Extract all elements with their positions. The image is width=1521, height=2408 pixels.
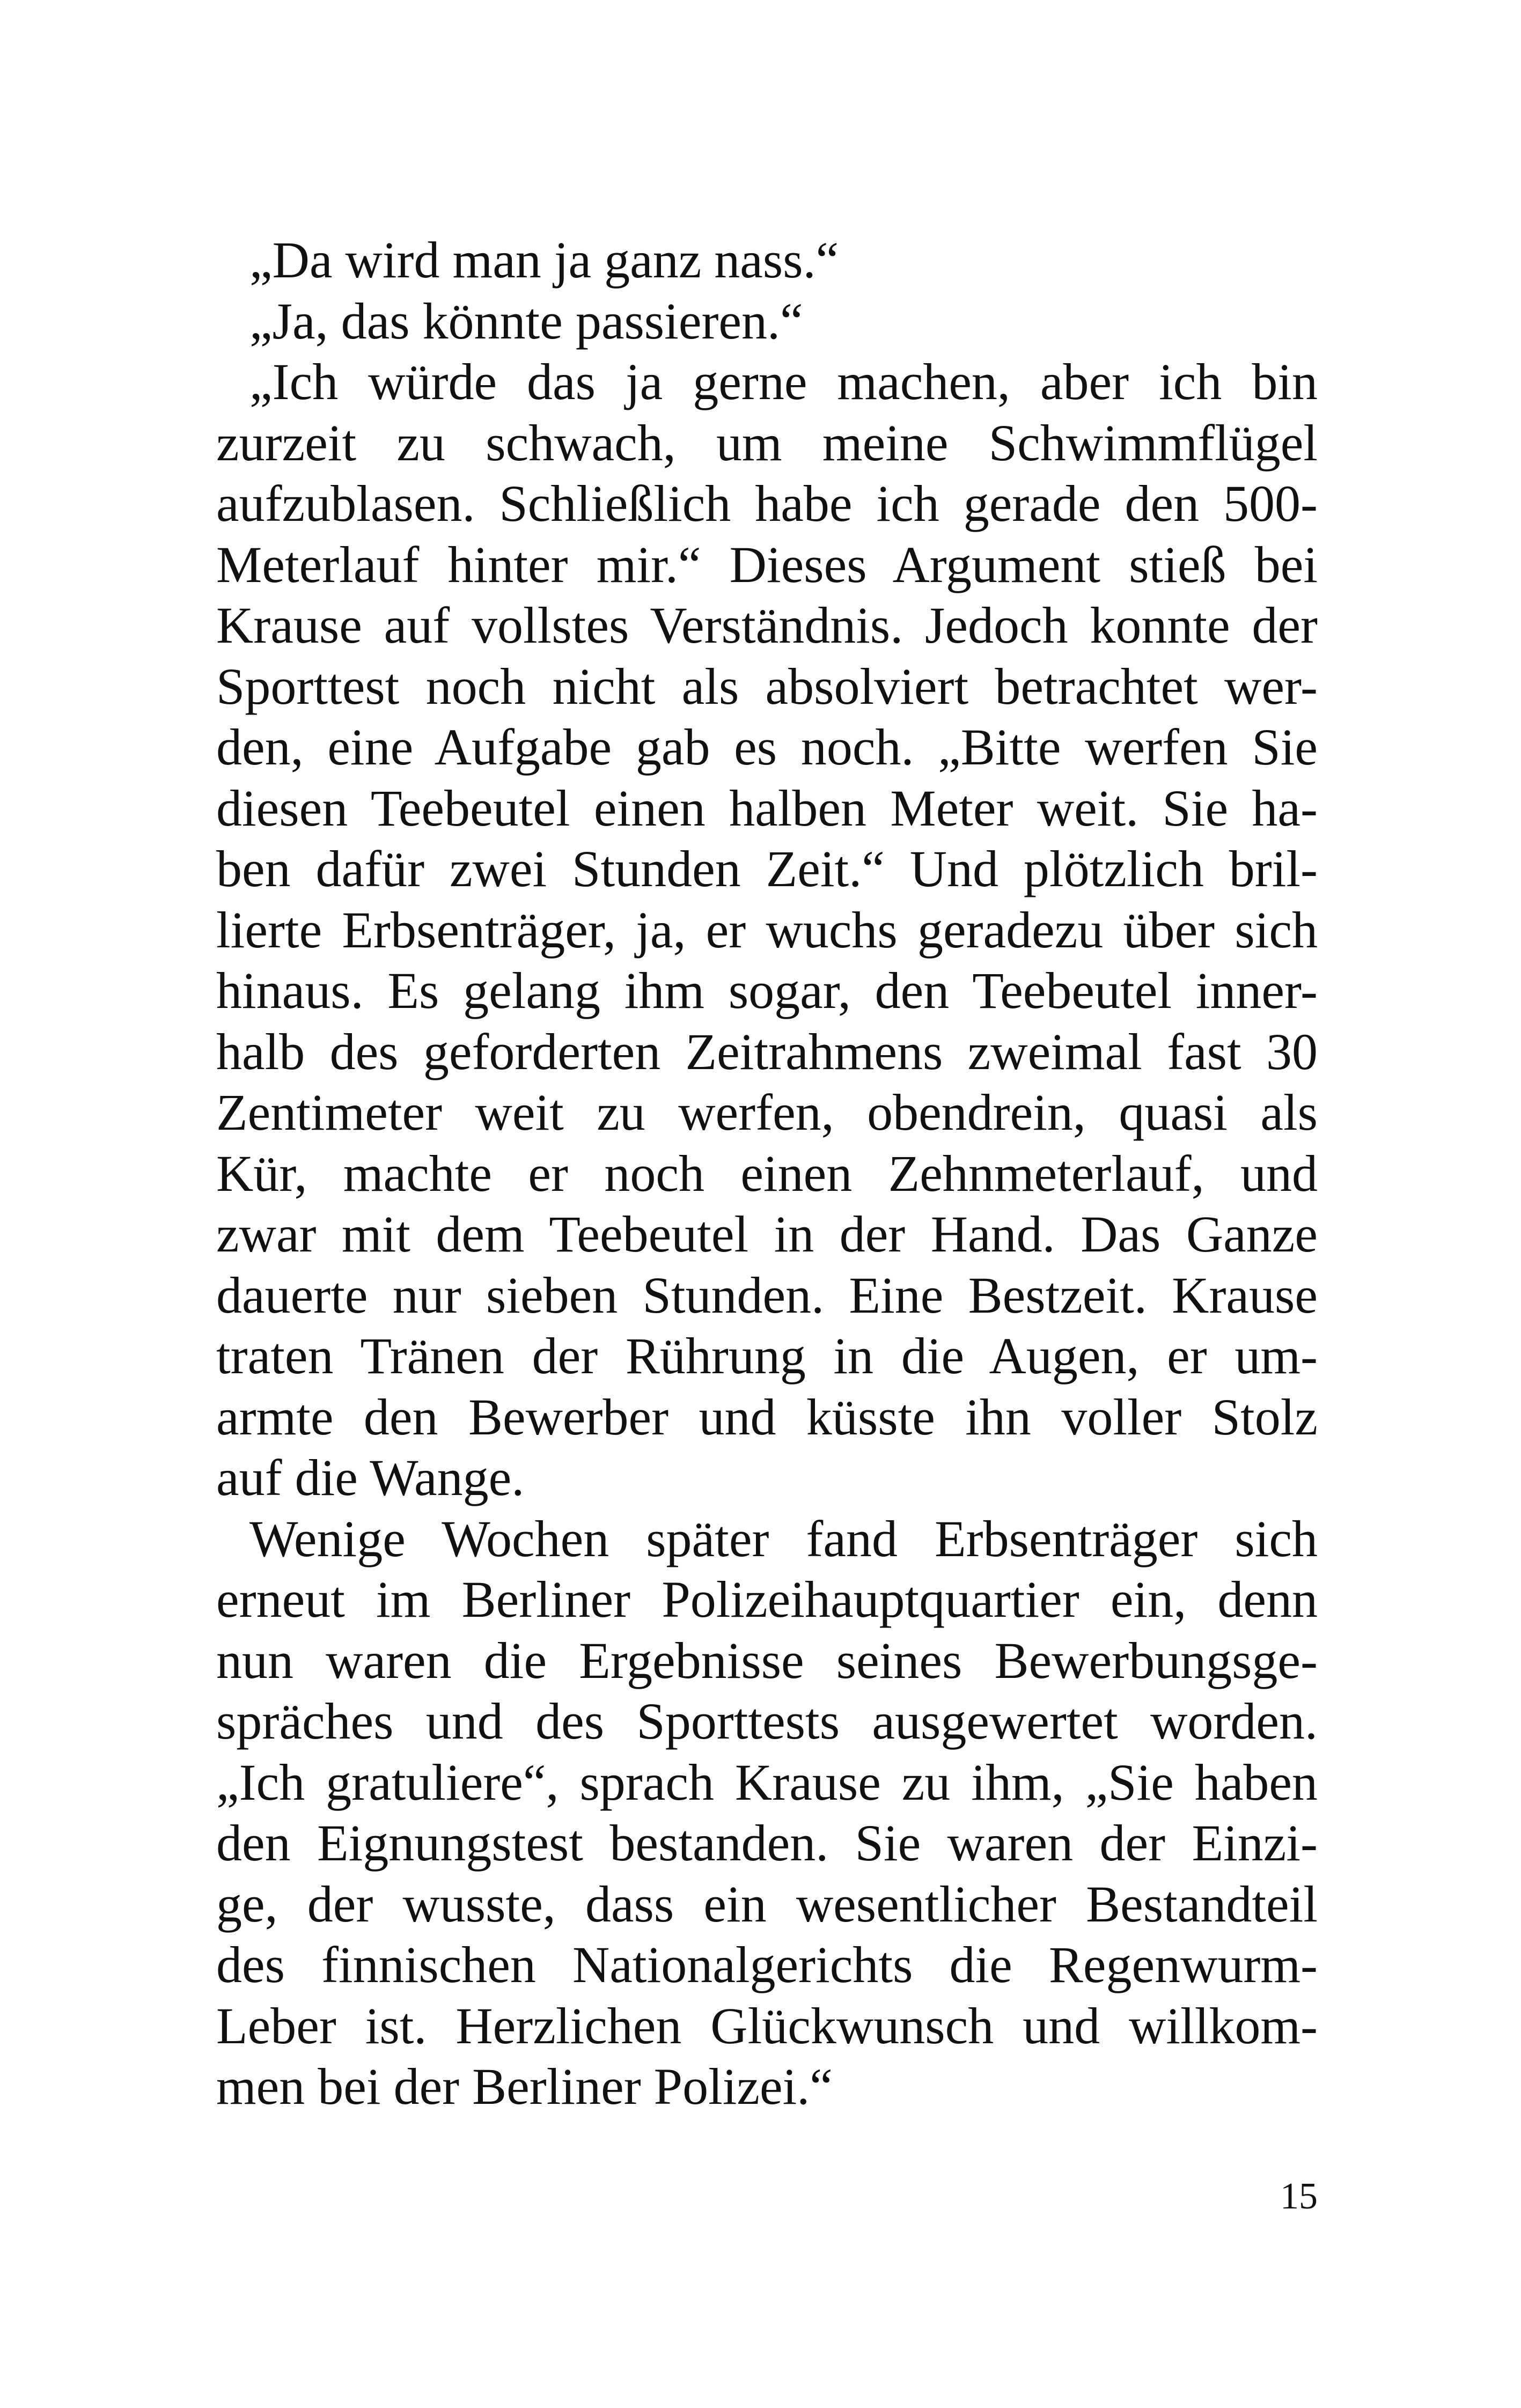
text-line: den, eine Aufgabe gab es noch. „Bitte werfen Sie xyxy=(216,718,1318,776)
text-line: Meterlauf hinter mir.“ Dieses Argument stieß bei xyxy=(216,535,1318,593)
text-line: auf die Wange. xyxy=(216,1449,525,1506)
text-line: traten Tränen der Rührung in die Augen, er um- xyxy=(216,1327,1318,1385)
text-line: men bei der Berliner Polizei.“ xyxy=(216,2058,833,2115)
text-line: dauerte nur sieben Stunden. Eine Bestzeit. Krause xyxy=(216,1266,1318,1324)
text-line: Leber ist. Herzlichen Glückwunsch und willkom- xyxy=(216,1997,1318,2054)
text-line: zwar mit dem Teebeutel in der Hand. Das Ganze xyxy=(216,1205,1318,1263)
text-line: ben dafür zwei Stunden Zeit.“ Und plötzlich bril- xyxy=(216,840,1318,897)
book-page-text xyxy=(216,230,1318,2117)
text-line: des finnischen Nationalgerichts die Regenwurm- xyxy=(216,1936,1318,1993)
text-line: Krause auf vollstes Verständnis. Jedoch konnte der xyxy=(216,597,1318,654)
text-line: spräches und des Sporttests ausgewertet worden. xyxy=(216,1692,1318,1750)
text-line: ge, der wusste, dass ein wesentlicher Bestandteil xyxy=(216,1875,1318,1933)
text-line: hinaus. Es gelang ihm sogar, den Teebeutel inner- xyxy=(216,962,1318,1019)
text-line: „Ich würde das ja gerne machen, aber ich bin xyxy=(249,353,1318,410)
text-line: aufzublasen. Schließlich habe ich gerade den 500- xyxy=(216,475,1318,532)
text-line: den Eignungstest bestanden. Sie waren der Einzi- xyxy=(216,1814,1318,1872)
text-line: Sporttest noch nicht als absolviert betrachtet wer- xyxy=(216,657,1318,715)
text-line: zurzeit zu schwach, um meine Schwimmflügel xyxy=(216,414,1318,472)
text-line: erneut im Berliner Polizeihauptquartier ein, denn xyxy=(216,1571,1318,1628)
text-line: nun waren die Ergebnisse seines Bewerbungsge- xyxy=(216,1631,1318,1689)
text-line: „Ja, das könnte passieren.“ xyxy=(249,292,803,350)
text-line: lierte Erbsenträger, ja, er wuchs geradezu über sich xyxy=(216,901,1318,959)
text-line: armte den Bewerber und küsste ihn voller Stolz xyxy=(216,1388,1318,1446)
text-line: Zentimeter weit zu werfen, obendrein, quasi als xyxy=(216,1084,1318,1141)
text-line: Kür, machte er noch einen Zehnmeterlauf, und xyxy=(216,1144,1318,1202)
text-line: „Da wird man ja ganz nass.“ xyxy=(249,231,839,289)
text-line: halb des geforderten Zeitrahmens zweimal fast 30 xyxy=(216,1022,1318,1080)
text-line: diesen Teebeutel einen halben Meter weit. Sie ha- xyxy=(216,779,1318,837)
page-number: 15 xyxy=(1280,2176,1318,2217)
text-line: „Ich gratuliere“, sprach Krause zu ihm, „Sie haben xyxy=(216,1753,1318,1811)
text-line: Wenige Wochen später fand Erbsenträger sich xyxy=(249,1509,1318,1567)
